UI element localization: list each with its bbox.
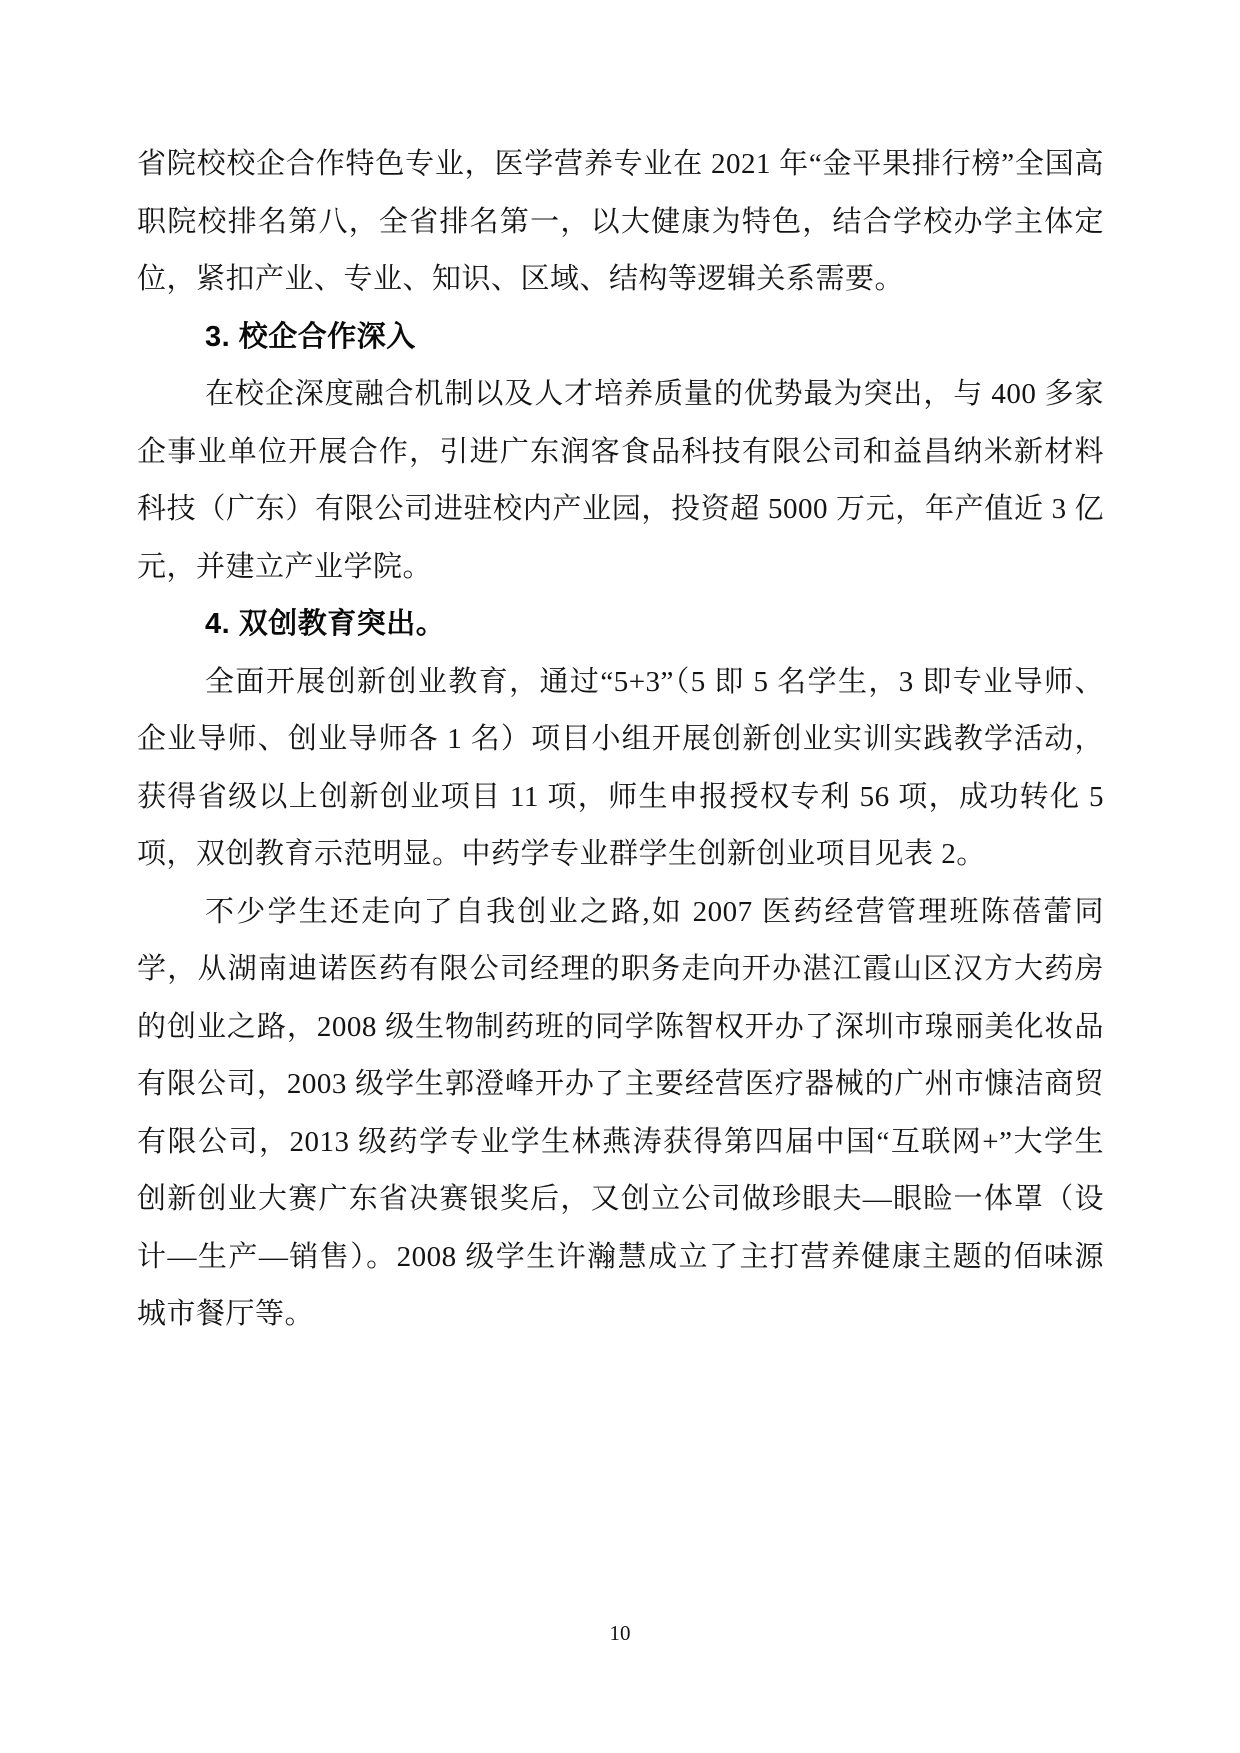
heading-4-innovation-entrepreneurship-education: 4. 双创教育突出。 <box>205 608 446 640</box>
heading-3-school-enterprise-cooperation: 3. 校企合作深入 <box>205 320 416 353</box>
paragraph-continuation-school-ranking: 省院校校企合作特色专业，医学营养专业在 2021 年“金平果排行榜”全国高职院校排名第八，全省排名第一，以大健康为特色，结合学校办学主体定位，紧扣产业、专业、知识、区域、结构等逻辑关系需要。 <box>137 148 1104 295</box>
document-body <box>137 136 1104 1344</box>
paragraph-enterprise-cooperation-detail: 在校企深度融合机制以及人才培养质量的优势最为突出，与 400 多家企事业单位开展合作，引进广东润客食品科技有限公司和益昌纳米新材料科技（广东）有限公司进驻校内产业园，投资超 5000 万元，年产值近 3 亿元，并建立产业学院。 <box>137 378 1104 583</box>
page-number: 10 <box>609 1621 631 1645</box>
paragraph-innovation-education-detail: 全面开展创新创业教育，通过“5+3”（5 即 5 名学生，3 即专业导师、企业导师、创业导师各 1 名）项目小组开展创新创业实训实践教学活动，获得省级以上创新创业项目 11 项，师生申报授权专利 56 项，成功转化 5 项，双创教育示范明显。中药学专业群学生创新创业项目见表 2。 <box>137 665 1104 870</box>
paragraph-student-entrepreneurship-cases: 不少学生还走向了自我创业之路,如 2007 医药经营管理班陈蓓蕾同学，从湖南迪诺医药有限公司经理的职务走向开办湛江霞山区汉方大药房的创业之路，2008 级生物制药班的同学陈智权开办了深圳市瑔丽美化妆品有限公司，2003 级学生郭澄峰开办了主要经营医疗器械的广州市慷洁商贸有限公司，2013 级药学专业学生林燕涛获得第四届中国“互联网+”大学生 创新创业大赛广东省决赛银奖后，又创立公司做珍眼夫—眼睑一体罩（设计—生产—销售）。2008 级学生许瀚慧成立了主打营养健康主题的佰味源城市餐厅等。 <box>137 895 1104 1330</box>
